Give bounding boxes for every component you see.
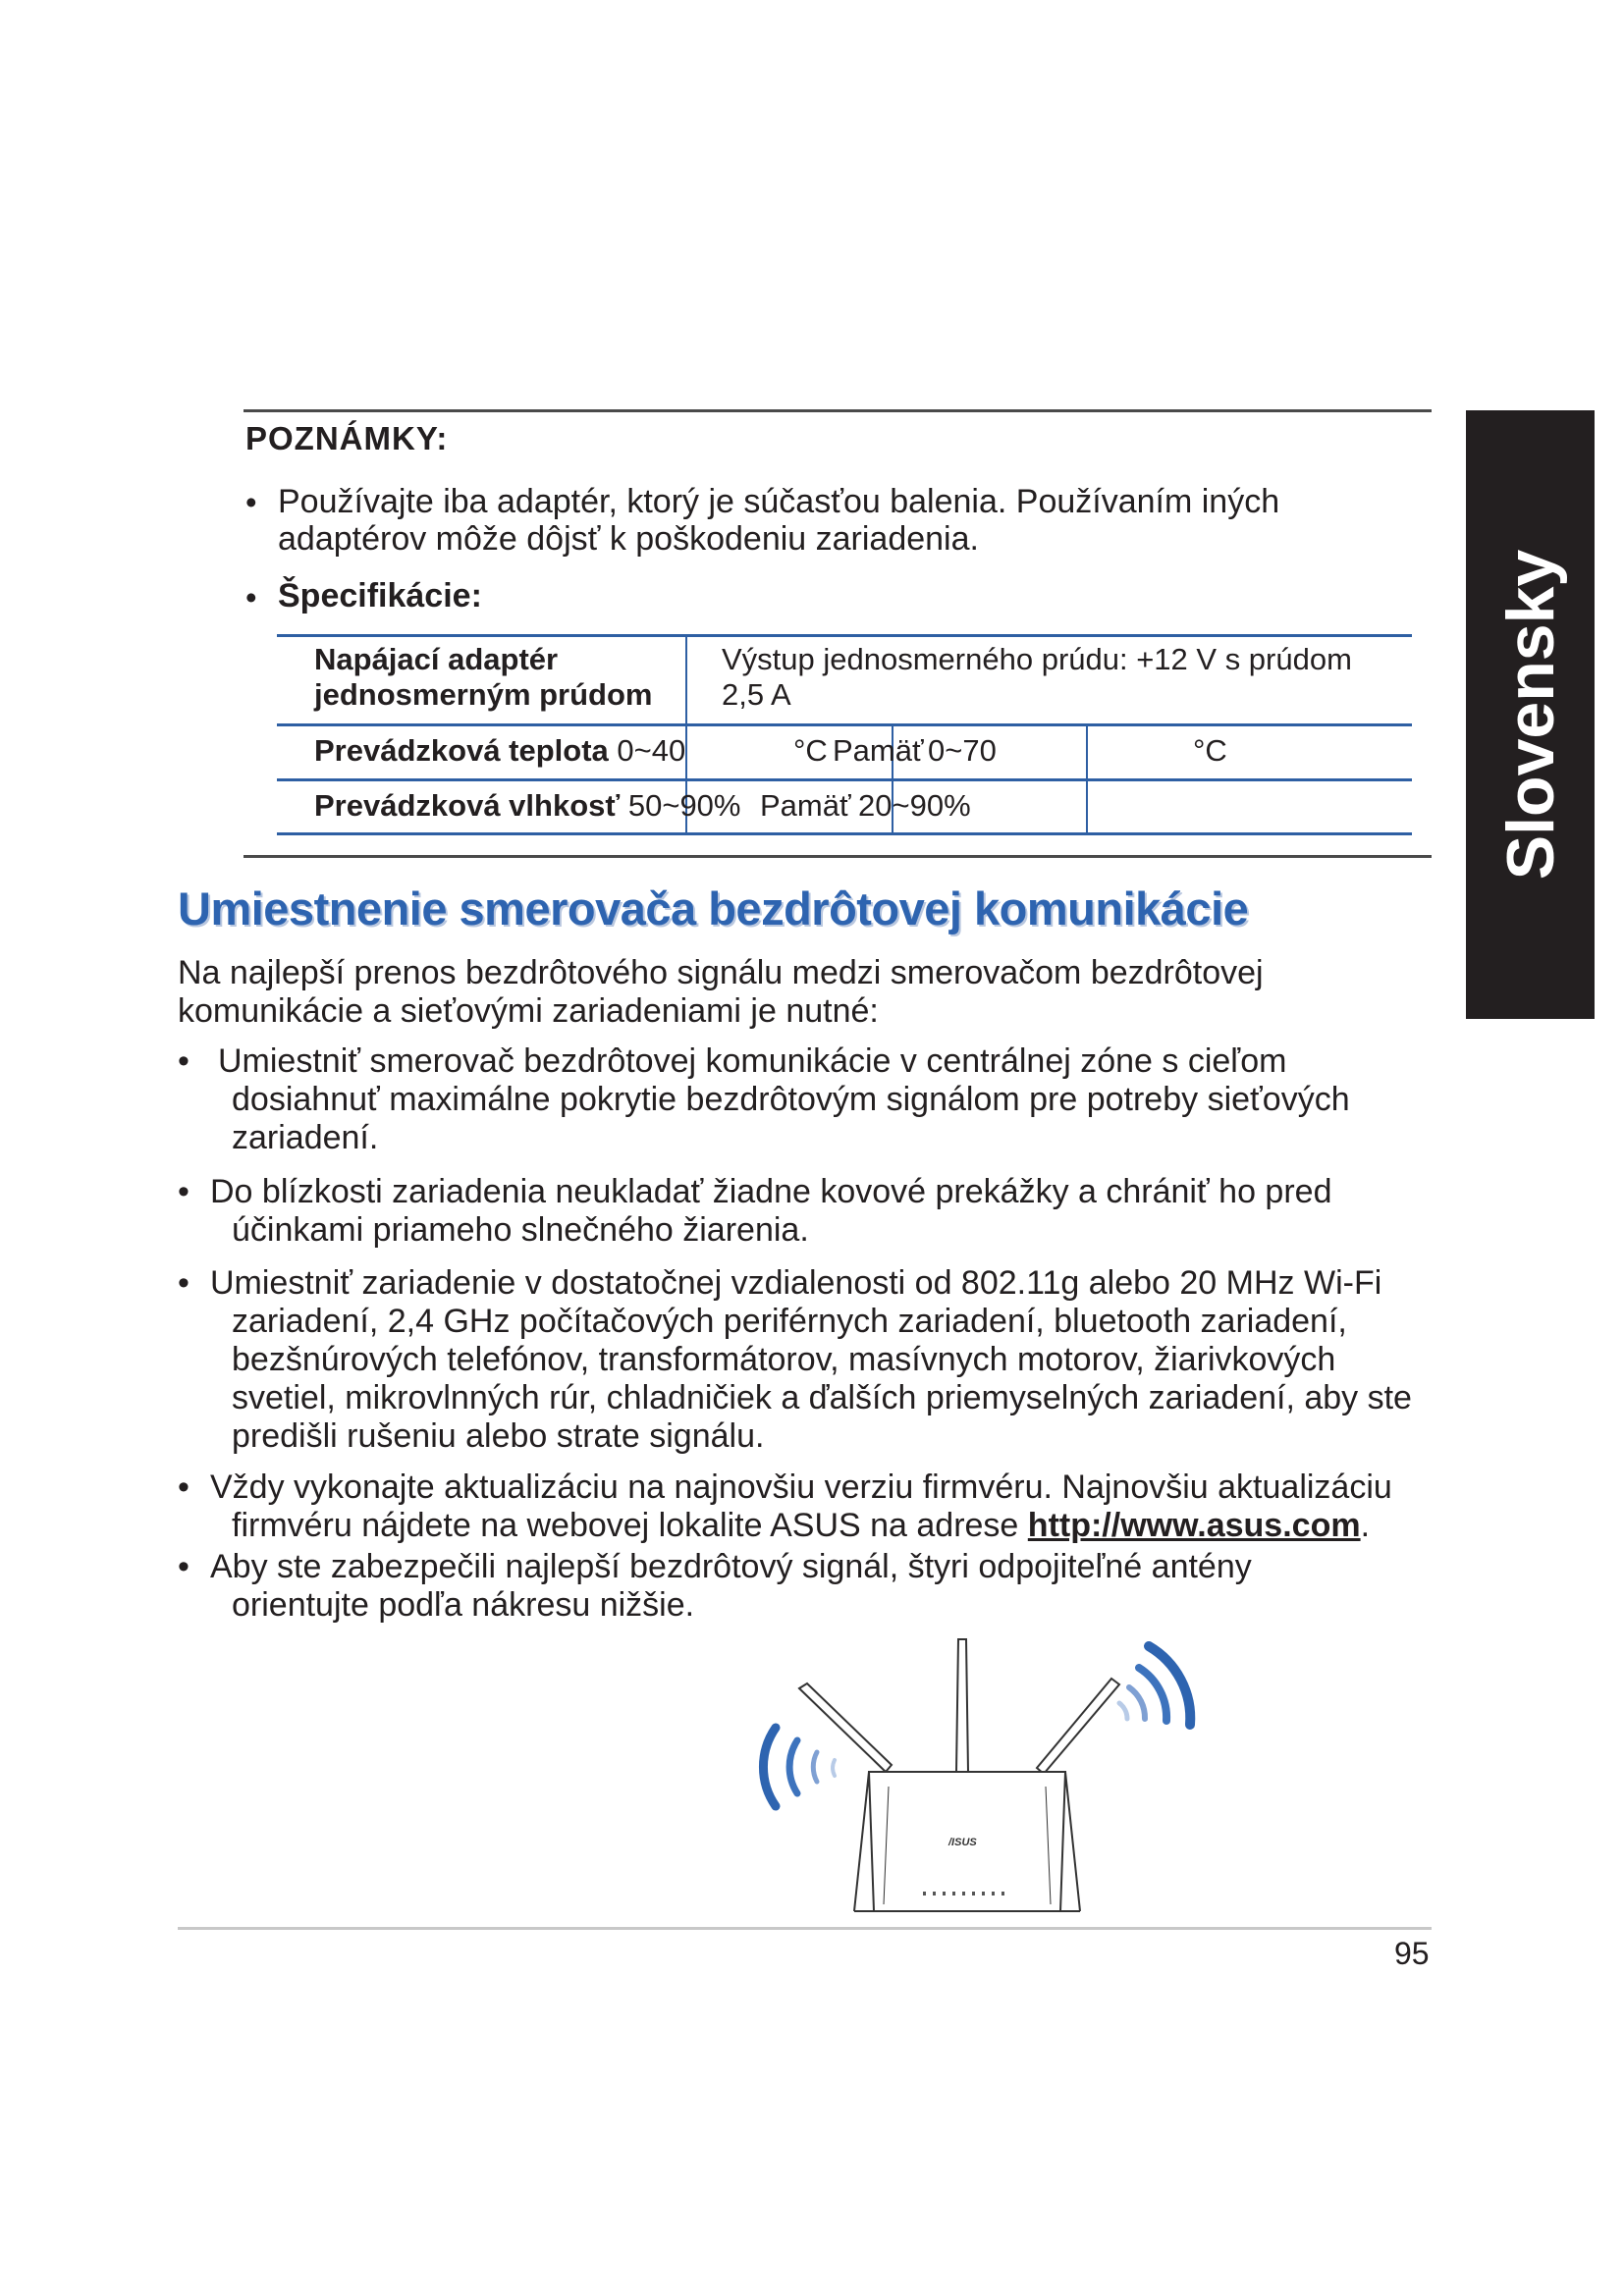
list-item: [210, 1468, 1428, 1545]
router-led-icons: [923, 1892, 1004, 1896]
section-heading: Umiestnenie smerovača bezdrôtovej komunikácie: [178, 882, 1249, 934]
page-number: 95: [1394, 1936, 1430, 1971]
intro-line: Na najlepší prenos bezdrôtového signálu medzi smerovačom bezdrôtovej: [178, 954, 1264, 991]
footer-rule: [178, 1927, 1432, 1930]
router-antenna-illustration: [717, 1634, 1247, 1929]
spec-humidity-storage-value: 20~90%: [858, 788, 971, 823]
list-item-line: zariadení.: [232, 1119, 379, 1156]
intro-paragraph: [178, 954, 1425, 1031]
bullet: •: [178, 1548, 189, 1585]
spec-adapter-value: [722, 642, 1352, 713]
left-signal-icon: [763, 1728, 835, 1806]
list-item-line: zariadení, 2,4 GHz počítačových periférnych zariadení, bluetooth zariadení,: [232, 1303, 1347, 1340]
asus-website-link[interactable]: http://www.asus.com: [1027, 1507, 1361, 1544]
spec-temp-value: 0~40: [617, 733, 686, 768]
notes-bottom-rule: [244, 855, 1432, 858]
notes-top-rule: [244, 409, 1432, 412]
list-item-text: .: [1360, 1507, 1371, 1544]
antenna-icon: [799, 1639, 1119, 1774]
list-item-line: Umiestniť zariadenie v dostatočnej vzdialenosti od 802.11g alebo 20 MHz Wi-Fi: [210, 1264, 1382, 1302]
table-rule: [277, 832, 1412, 835]
spec-humidity-value: 50~90%: [627, 788, 741, 823]
list-item: [210, 1173, 1428, 1250]
spec-temp-storage-unit: °C: [1193, 733, 1227, 768]
table-rule: [277, 723, 1412, 726]
spec-adapter-label: [314, 642, 653, 713]
spec-temp-row: [314, 733, 685, 769]
spec-temp-unit: °C: [793, 733, 828, 768]
bullet: •: [245, 484, 257, 520]
table-divider: [1086, 723, 1088, 832]
bullet: •: [178, 1468, 189, 1506]
list-item-line: Umiestniť smerovač bezdrôtovej komunikácie v centrálnej zóne s cieľom: [218, 1042, 1287, 1080]
language-label: Slovensky: [1492, 549, 1568, 881]
spec-label-line: Napájací adaptér: [314, 642, 559, 676]
list-item: [210, 1264, 1428, 1456]
spec-value-line: Výstup jednosmerného prúdu: +12 V s prúdom: [722, 642, 1352, 676]
router-brand-label: /ISUS: [948, 1837, 977, 1848]
spec-heading: Špecifikácie:: [278, 577, 482, 614]
spec-humidity-storage-label: Pamäť: [760, 788, 851, 823]
list-item-line: Aby ste zabezpečili najlepší bezdrôtový signál, štyri odpojiteľné antény: [210, 1548, 1252, 1585]
list-item-line: dosiahnuť maximálne pokrytie bezdrôtovým signálom pre potreby sieťových: [232, 1081, 1350, 1118]
list-item-line: svetiel, mikrovlnných rúr, chladničiek a ďalších priemyselných zariadení, aby ste: [232, 1379, 1412, 1416]
bullet: •: [178, 1264, 189, 1302]
spec-value-line: 2,5 A: [722, 677, 791, 712]
notes-title: POZNÁMKY:: [245, 420, 449, 456]
list-item-line: orientujte podľa nákresu nižšie.: [232, 1586, 695, 1624]
list-item-line: bezšnúrových telefónov, transformátorov, masívnych motorov, žiarivkových: [232, 1341, 1336, 1378]
spec-temp-storage-value: 0~70: [928, 733, 997, 768]
spec-humidity-label: Prevádzková vlhkosť: [314, 788, 621, 823]
right-signal-icon: [1119, 1646, 1190, 1725]
table-rule: [277, 634, 1412, 637]
list-item: [218, 1042, 1435, 1157]
list-item-line: účinkami priameho slnečného žiarenia.: [232, 1211, 809, 1249]
bullet: •: [245, 579, 257, 615]
table-rule: [277, 778, 1412, 781]
adapter-note-line: Používajte iba adaptér, ktorý je súčasťou balenia. Používaním iných: [278, 483, 1280, 520]
adapter-note: [278, 483, 1387, 558]
spec-label-line: jednosmerným prúdom: [314, 677, 653, 712]
intro-line: komunikácie a sieťovými zariadeniami je nutné:: [178, 992, 879, 1030]
list-item-line: predišli rušeniu alebo strate signálu.: [232, 1417, 765, 1455]
spec-temp-storage-label: Pamäť: [833, 733, 924, 768]
spec-temp-label: Prevádzková teplota: [314, 733, 609, 768]
list-item: [210, 1548, 1428, 1625]
spec-humidity-row: [314, 788, 741, 824]
bullet: •: [178, 1173, 189, 1210]
bullet: •: [178, 1042, 189, 1080]
language-side-tab: [1466, 410, 1595, 1019]
list-item-line: Do blízkosti zariadenia neukladať žiadne kovové prekážky a chrániť ho pred: [210, 1173, 1332, 1210]
list-item-text: firmvéru nájdete na webovej lokalite ASUS na adrese: [232, 1507, 1028, 1544]
list-item-line: [210, 1507, 1428, 1545]
list-item-line: Vždy vykonajte aktualizáciu na najnovšiu verziu firmvéru. Najnovšiu aktualizáciu: [210, 1468, 1392, 1506]
adapter-note-line: adaptérov môže dôjsť k poškodeniu zariadenia.: [278, 520, 979, 558]
